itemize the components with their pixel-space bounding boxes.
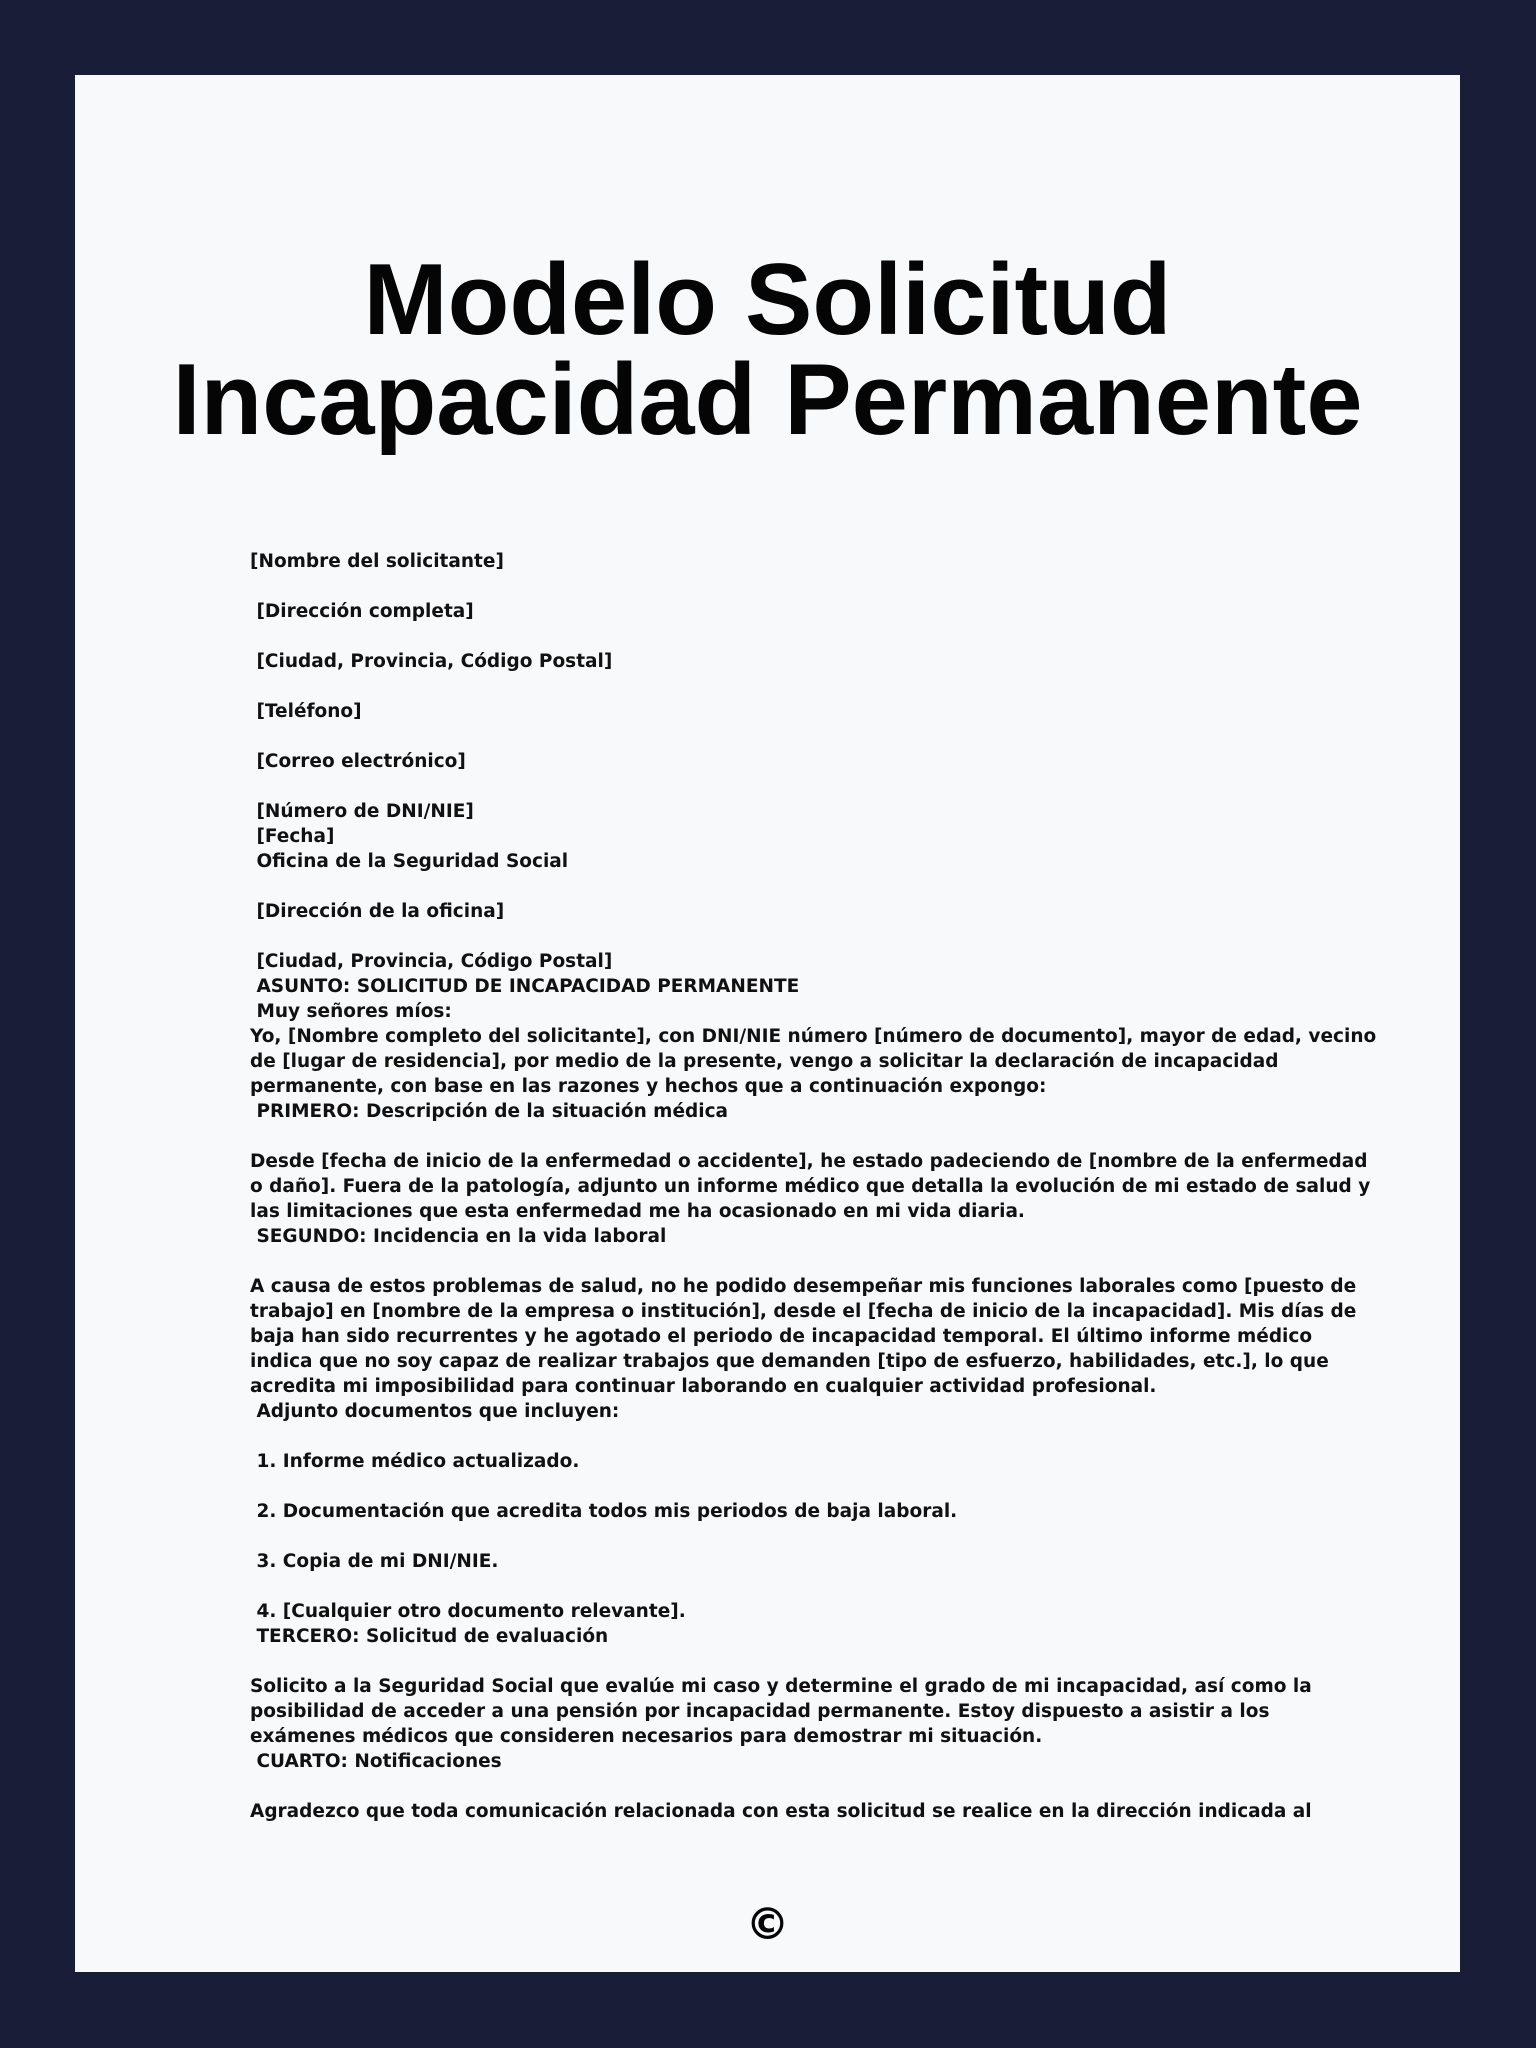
title-line-1: Modelo Solicitud xyxy=(363,244,1172,356)
document-body xyxy=(250,549,1377,1824)
text-line: [Correo electrónico] xyxy=(250,751,466,772)
text-line: baja han sido recurrentes y he agotado el periodo de incapacidad temporal. El último informe médico xyxy=(250,1326,1313,1347)
text-line: las limitaciones que esta enfermedad me ha ocasionado en mi vida diaria. xyxy=(250,1201,1025,1222)
blank-line xyxy=(250,874,1285,899)
text-line: [Dirección de la oficina] xyxy=(250,901,505,922)
blank-line xyxy=(250,1124,1285,1149)
text-line: indica que no soy capaz de realizar trabajos que demanden [tipo de esfuerzo, habilidades, etc.], lo que xyxy=(250,1351,1329,1372)
blank-line xyxy=(250,1774,1285,1799)
text-line: [Ciudad, Provincia, Código Postal] xyxy=(250,951,613,972)
text-line: trabajo] en [nombre de la empresa o institución], desde el [fecha de inicio de la incapacidad]. Mis días de xyxy=(250,1301,1357,1322)
document-page xyxy=(75,75,1460,1972)
text-line: Desde [fecha de inicio de la enfermedad o accidente], he estado padeciendo de [nombre de la enfermedad xyxy=(250,1151,1368,1172)
text-line: Agradezco que toda comunicación relacionada con esta solicitud se realice en la dirección indicada al xyxy=(250,1801,1312,1822)
text-line: acredita mi imposibilidad para continuar laborando en cualquier actividad profesional. xyxy=(250,1376,1157,1397)
text-line: [Dirección completa] xyxy=(250,601,474,622)
text-line: permanente, con base en las razones y hechos que a continuación expongo: xyxy=(250,1076,1047,1097)
text-line: de [lugar de residencia], por medio de la presente, vengo a solicitar la declaración de incapacidad xyxy=(250,1051,1279,1072)
blank-line xyxy=(250,1574,1285,1599)
text-line: Yo, [Nombre completo del solicitante], con DNI/NIE número [número de documento], mayor de edad, vecino xyxy=(250,1026,1377,1047)
text-line: 1. Informe médico actualizado. xyxy=(250,1451,580,1472)
text-line: [Fecha] xyxy=(250,826,335,847)
title-line-2: Incapacidad Permanente xyxy=(172,344,1363,456)
blank-line xyxy=(250,1249,1285,1274)
blank-line xyxy=(250,724,1285,749)
text-line: 4. [Cualquier otro documento relevante]. xyxy=(250,1601,686,1622)
blank-line xyxy=(250,1524,1285,1549)
text-line: [Nombre del solicitante] xyxy=(250,551,504,572)
text-line: Oficina de la Seguridad Social xyxy=(250,851,569,872)
blank-line xyxy=(250,674,1285,699)
blank-line xyxy=(250,1474,1285,1499)
blank-line xyxy=(250,774,1285,799)
text-line: Muy señores míos: xyxy=(250,1001,452,1022)
text-line: Adjunto documentos que incluyen: xyxy=(250,1401,620,1422)
blank-line xyxy=(250,1424,1285,1449)
text-line: SEGUNDO: Incidencia en la vida laboral xyxy=(250,1226,667,1247)
text-line: [Teléfono] xyxy=(250,701,362,722)
text-line: [Número de DNI/NIE] xyxy=(250,801,474,822)
text-line: posibilidad de acceder a una pensión por incapacidad permanente. Estoy dispuesto a asistir a los xyxy=(250,1701,1270,1722)
text-line: ASUNTO: SOLICITUD DE INCAPACIDAD PERMANENTE xyxy=(250,976,800,997)
text-line: [Ciudad, Provincia, Código Postal] xyxy=(250,651,613,672)
text-line: Solicito a la Seguridad Social que evalúe mi caso y determine el grado de mi incapacidad, así como la xyxy=(250,1676,1312,1697)
text-line: o daño]. Fuera de la patología, adjunto un informe médico que detalla la evolución de mi estado de salud y xyxy=(250,1176,1371,1197)
text-line: TERCERO: Solicitud de evaluación xyxy=(250,1626,609,1647)
copyright-symbol: © xyxy=(745,1899,790,1950)
text-line: PRIMERO: Descripción de la situación médica xyxy=(250,1101,729,1122)
text-line: exámenes médicos que consideren necesarios para demostrar mi situación. xyxy=(250,1726,1043,1747)
text-line: 2. Documentación que acredita todos mis periodos de baja laboral. xyxy=(250,1501,958,1522)
text-line: A causa de estos problemas de salud, no he podido desempeñar mis funciones laborales como [puesto de xyxy=(250,1276,1357,1297)
blank-line xyxy=(250,624,1285,649)
text-line: CUARTO: Notificaciones xyxy=(250,1751,502,1772)
text-line: 3. Copia de mi DNI/NIE. xyxy=(250,1551,499,1572)
blank-line xyxy=(250,924,1285,949)
blank-line xyxy=(250,574,1285,599)
blank-line xyxy=(250,1649,1285,1674)
document-title xyxy=(75,244,1460,456)
